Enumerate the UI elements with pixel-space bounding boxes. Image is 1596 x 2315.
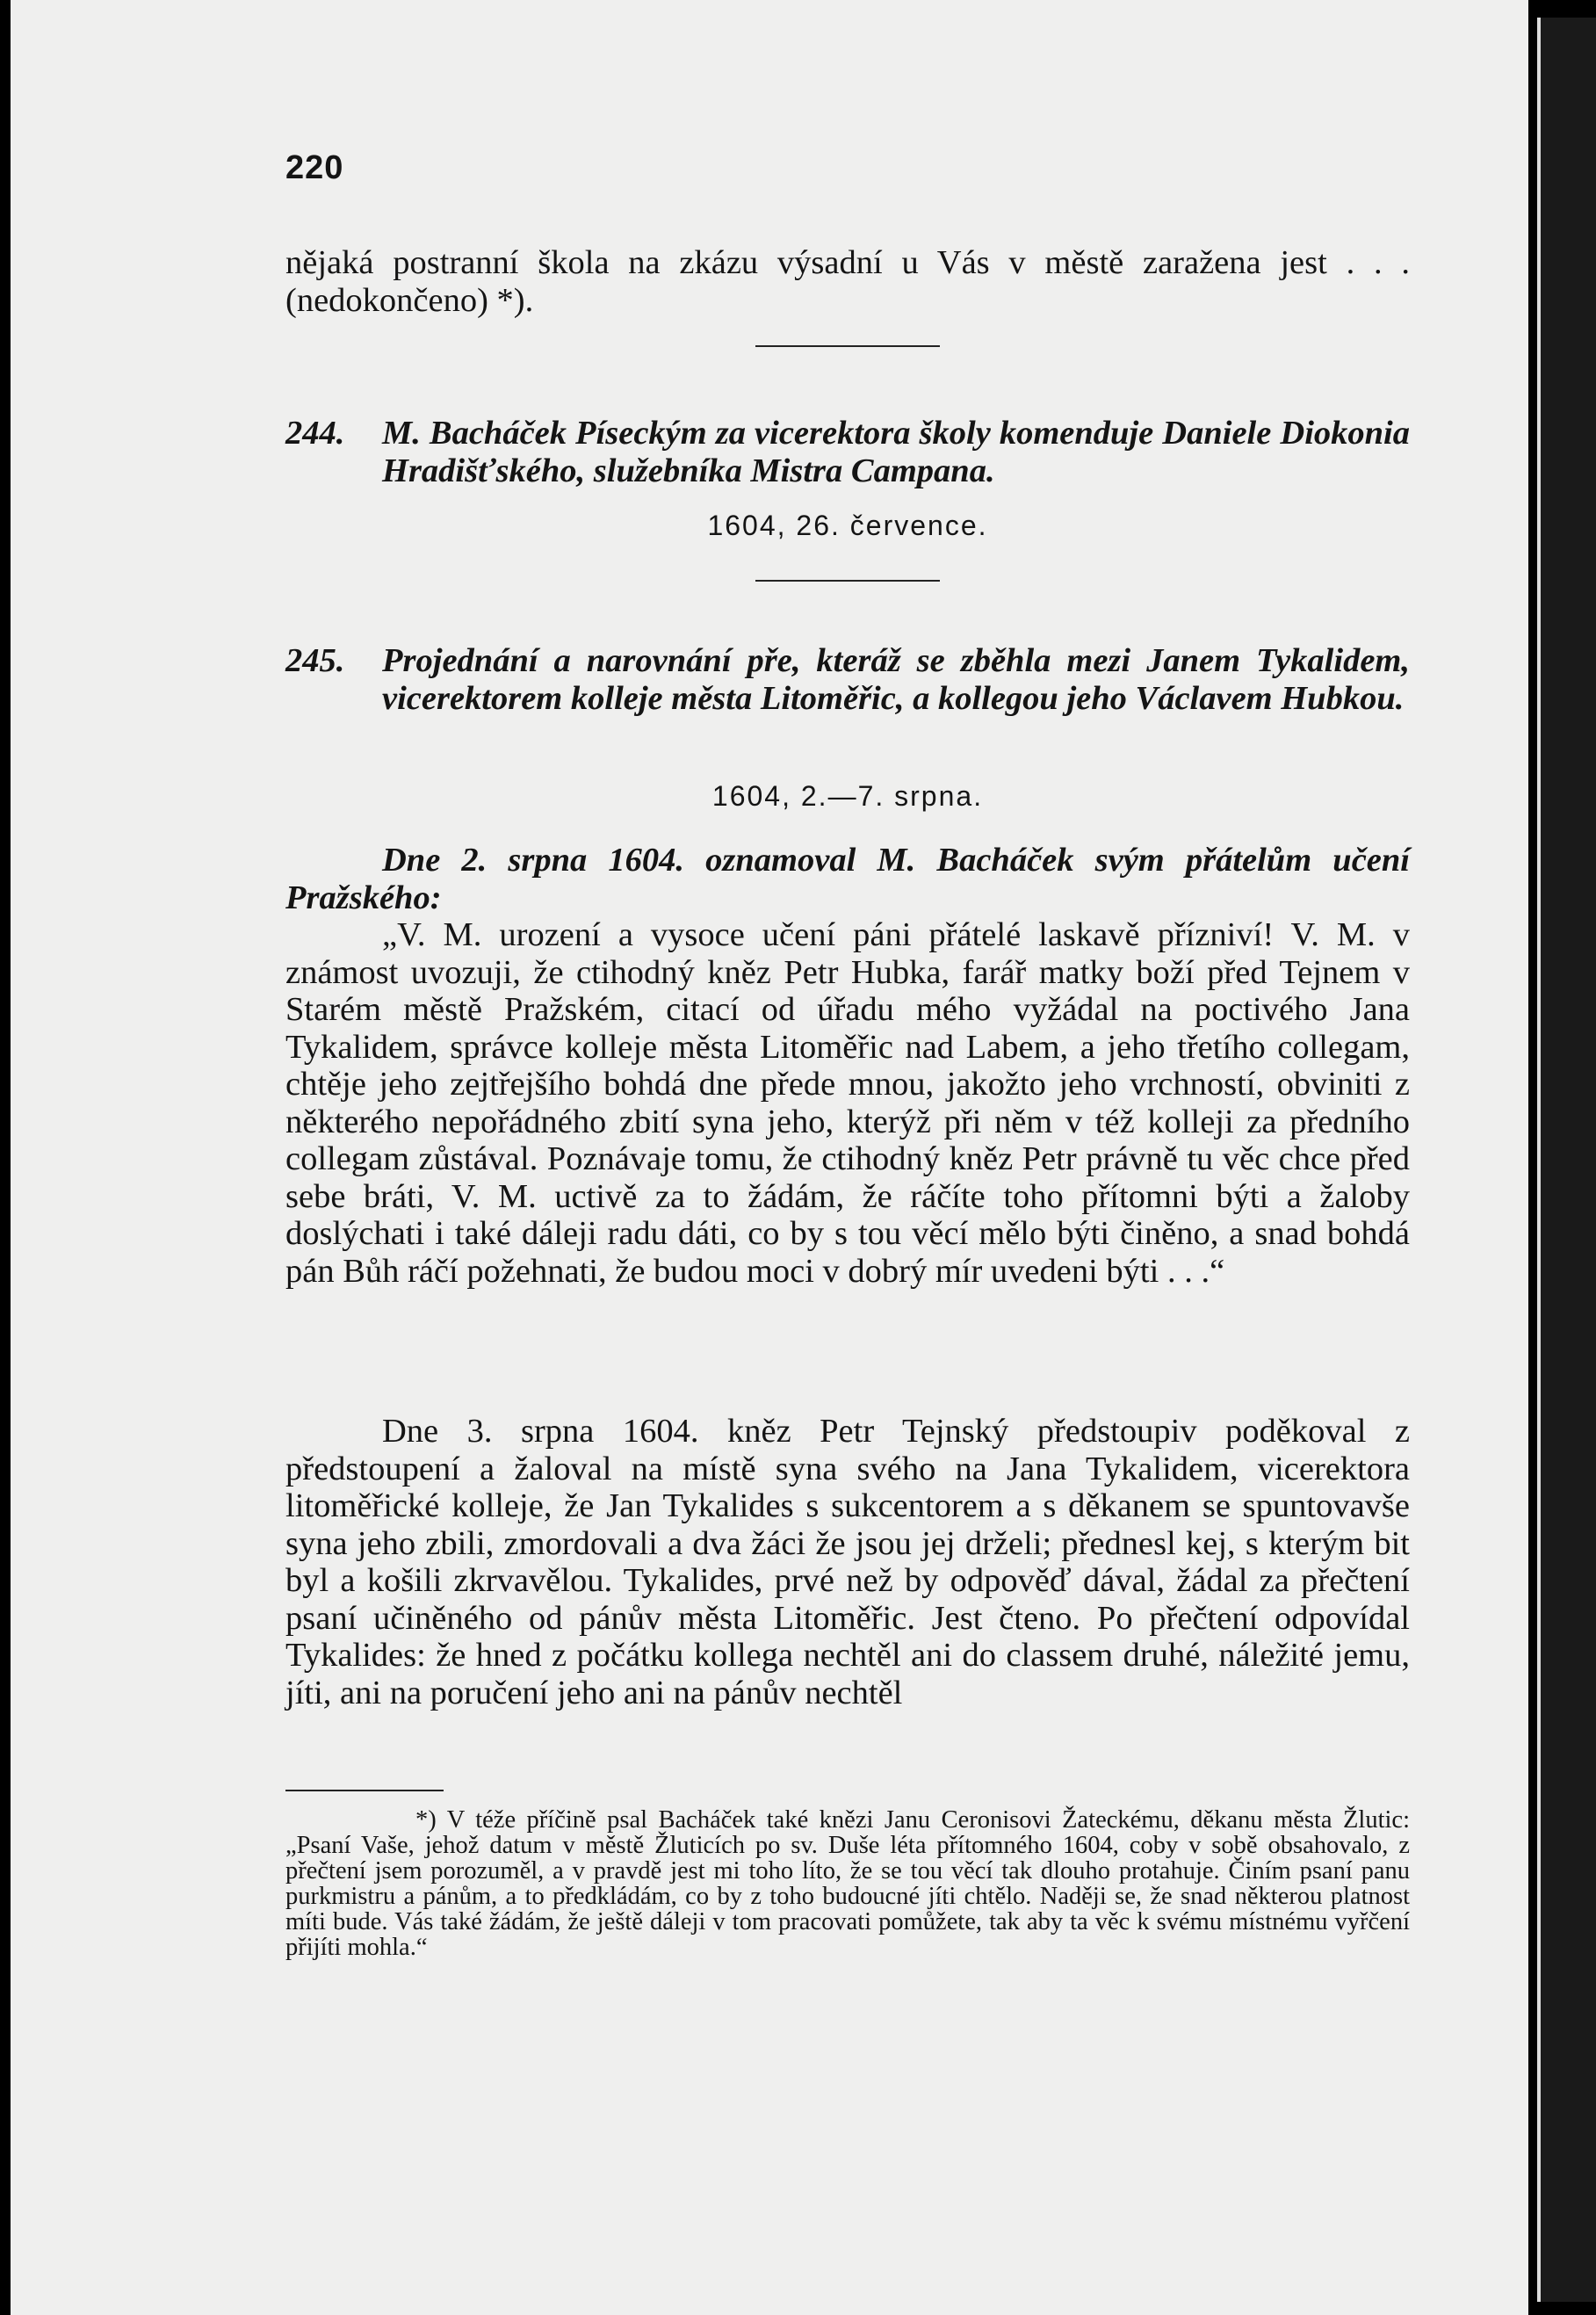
footnote-rule (285, 1790, 444, 1791)
footnote-text: *) V téže příčině psal Bacháček také knězi Janu Ceronisovi Žateckému, děkanu města Žlutic: „Psaní Vaše, jehož datum v městě Žluticích po sv. Duše léta přítomného 1604, coby v sobě obsahovalo, z přečtení jsem porozuměl, a v pravdě jest mi toho líto, že se tou věcí tak dlouho protahuje. Činím psaní panu purkmistru a pánům, a to předkládám, co by z toho budoucné jíti chtělo. Naději se, že snad některou platnost míti bude. Vás také žádám, že ještě dáleji v tom pracovati pomůžete, tak aby ta věc k svému místnému vyřčení přijíti mohla.“ (285, 1806, 1410, 1961)
entry-number: 245. (285, 642, 345, 679)
continuation-block (285, 244, 1410, 319)
separator-line (755, 345, 940, 347)
entry-title: Projednání a narovnání pře, kteráž se zběhla mezi Janem Tykalidem, vicerektorem kolleje města Litoměřic, a kollegou jeho Václavem Hubkou. (382, 642, 1410, 717)
separator-rule-2 (285, 580, 1410, 582)
footnote-block (285, 1790, 1410, 1960)
letter-block (285, 842, 1410, 1290)
page-sheet (11, 0, 1528, 2315)
entry-244 (285, 415, 1410, 489)
separator-line (755, 580, 940, 582)
entry-245-date-block (285, 780, 1410, 813)
entry-date: 1604, 26. července. (707, 510, 988, 541)
entry-245 (285, 642, 1410, 717)
entry-title: M. Bacháček Píseckým za vicerektora školy komenduje Daniele Diokonia Hradišťského, služebníka Mistra Campana. (382, 415, 1410, 489)
page-number: 220 (285, 149, 344, 186)
entry-number: 244. (285, 415, 345, 452)
entry-heading (285, 415, 1410, 489)
letter-lead: Dne 2. srpna 1604. oznamoval M. Bacháček svým přátelům učení Pražského: (285, 842, 1410, 916)
entry-heading (285, 642, 1410, 717)
continuation-text: nějaká postranní škola na zkázu výsadní u Vás v městě zaražena jest . . . (nedokončeno) *). (285, 244, 1410, 319)
body-paragraph: Dne 3. srpna 1604. kněz Petr Tejnský předstoupiv poděkoval z předstoupení a žaloval na místě syna svého na Jana Tykalidem, vicerektora litoměřické kolleje, že Jan Tykalides s sukcentorem a s děkanem se spuntovavše syna jeho zbili, zmordovali a dva žáci že jsou jej drželi; přednesl kej, s kterým bit byl a košili zkrvavělou. Tykalides, prvé než by odpověď dával, žádal za přečtení psaní učiněného od pánův města Litoměřic. Jest čteno. Po přečtení odpovídal Tykalides: že hned z počátku kollega nechtěl ani do classem druhé, náležité jemu, jíti, ani na poručení jeho ani na pánův nechtěl (285, 1413, 1410, 1711)
separator-rule (285, 345, 1410, 347)
entry-date: 1604, 2.—7. srpna. (711, 780, 984, 812)
entry-244-date-block (285, 510, 1410, 542)
facing-page-edge (1537, 18, 1596, 2302)
paragraph-block (285, 1413, 1410, 1711)
letter-text: „V. M. urození a vysoce učení páni přátelé laskavě přízniví! V. M. v známost uvozuji, že ctihodný kněz Petr Hubka, farář matky boží před Tejnem v Starém městě Pražském, citací od úřadu mého vyžádal na poctivého Jana Tykalidem, správce kolleje města Litoměřic nad Labem, a jeho třetího collegam, chtěje jeho zejtřejšího bohdá dne přede mnou, jakožto jeho vrchností, obviniti z některého nepořádného zbití syna jeho, kterýž při něm v též kolleji za předního collegam zůstával. Poznávaje tomu, že ctihodný kněz Petr právně tu věc chce před sebe bráti, V. M. uctivě za to žádám, že ráčíte toho přítomni býti a žaloby doslýchati i také dáleji radu dáti, co by s tou věcí mělo býti činěno, a snad bohdá pán Bůh ráčí požehnati, že budou moci v dobrý mír uvedeni býti . . .“ (285, 916, 1410, 1290)
